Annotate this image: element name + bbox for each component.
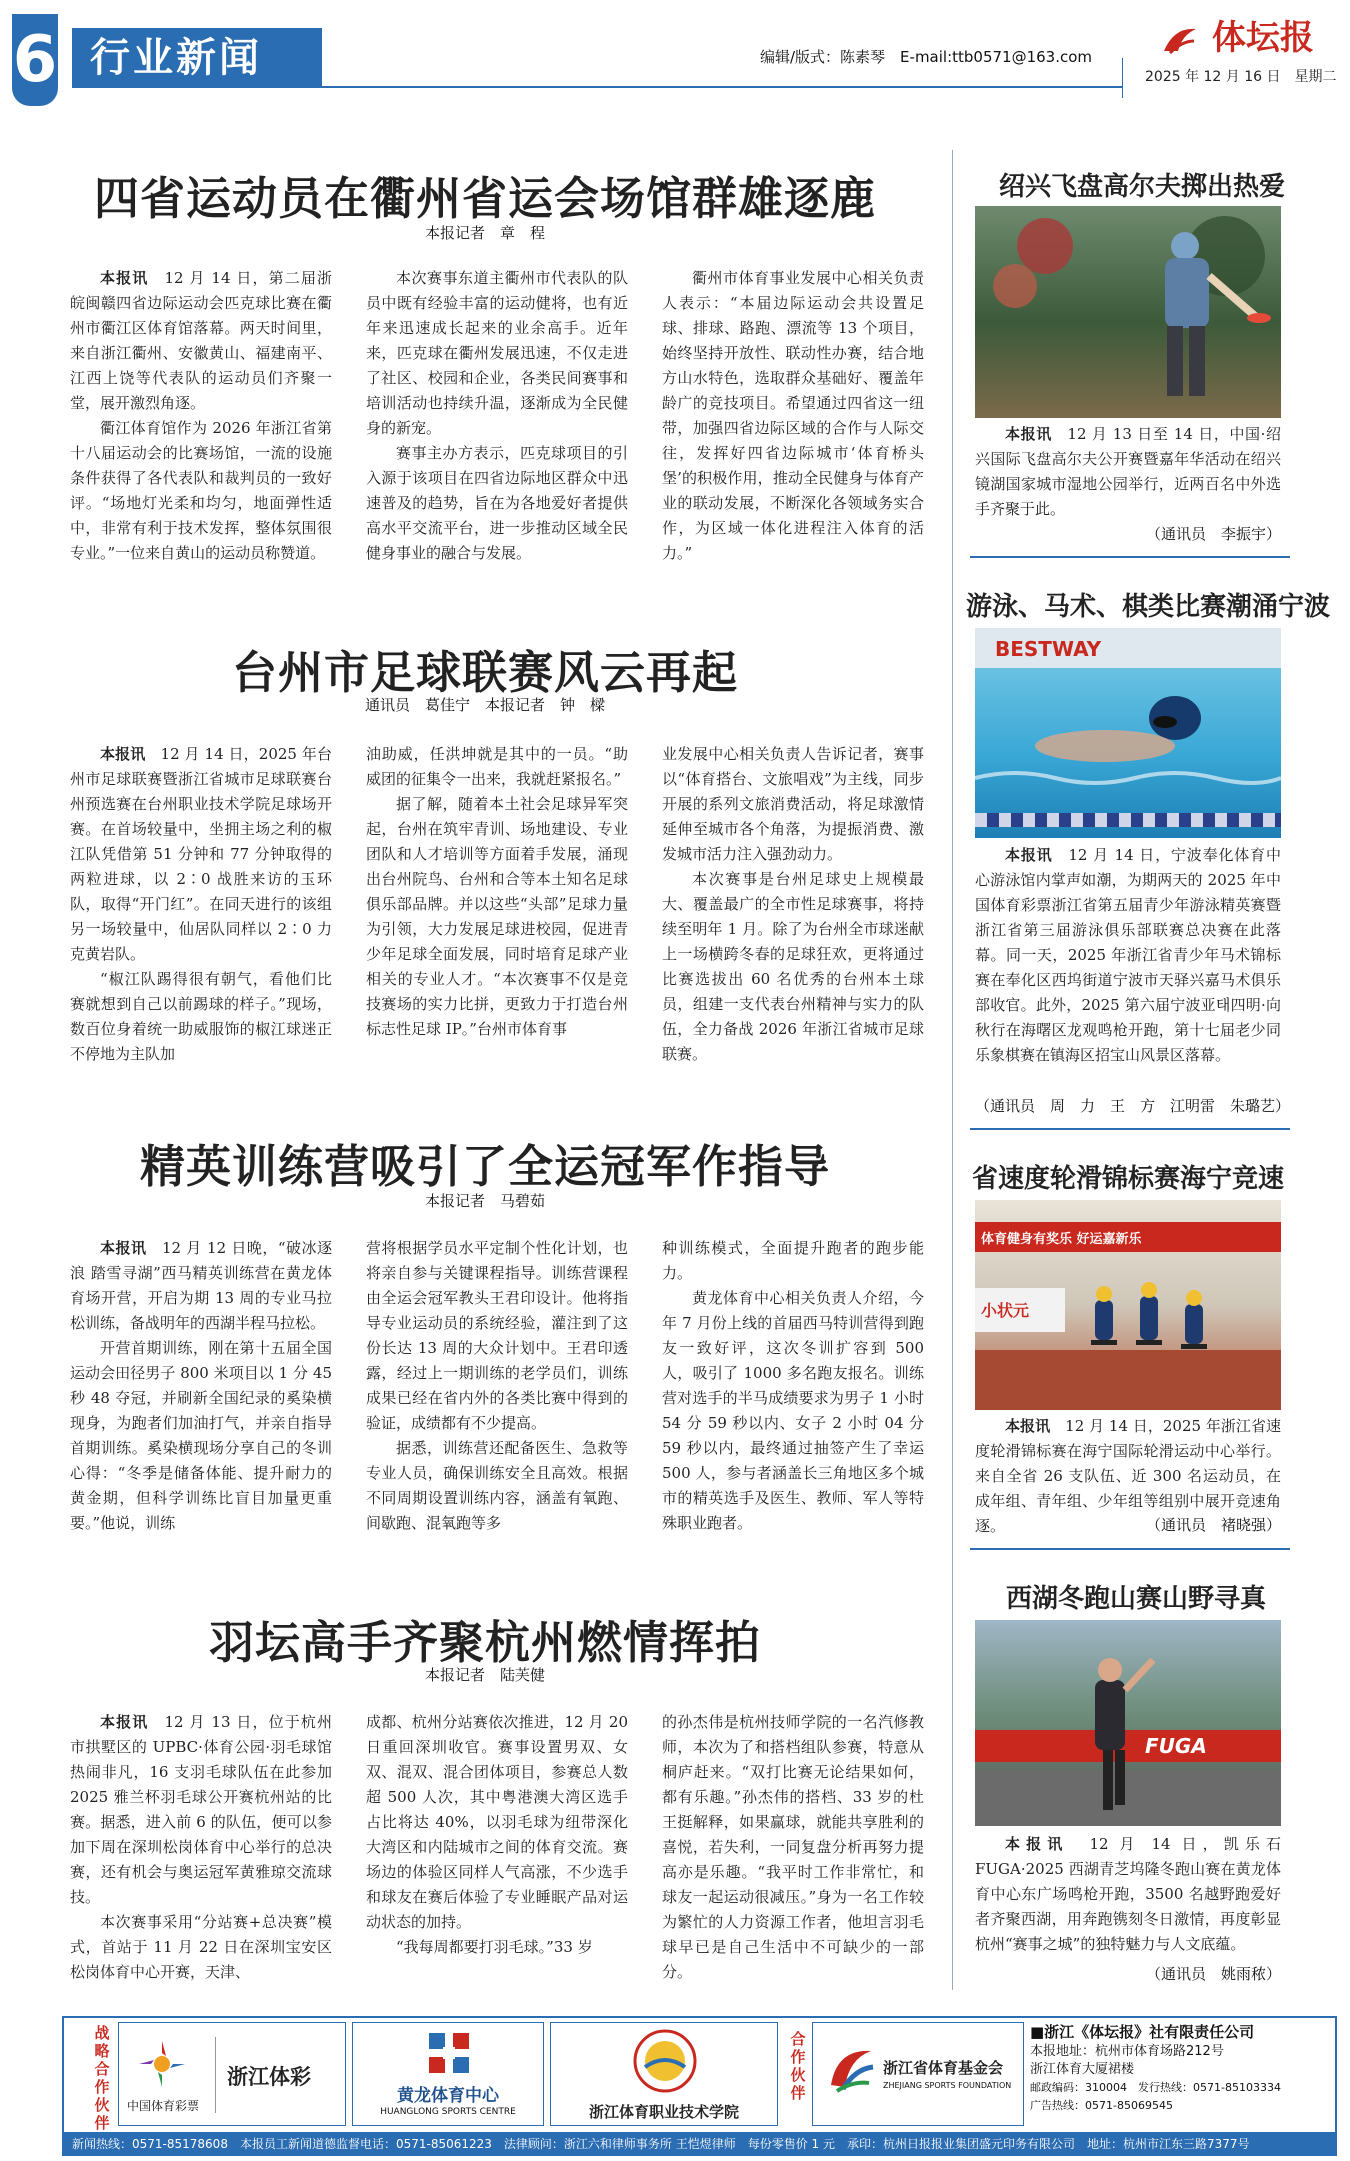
- side3-title: 省速度轮滑锦标赛海宁竞速: [971, 1164, 1284, 1194]
- article1-byline: 本报记者 章 程: [424, 224, 545, 242]
- paragraph: 据悉，训练营还配备医生、急救等专业人员，确保训练安全且高效。根据不同周期设置训练内容，涵盖有氧跑、间歇跑、混氧跑等多: [366, 1439, 628, 1532]
- paragraph: 12 月 14 日，第二届浙皖闽赣四省边际运动会匹克球比赛在衢州市衢江区体育馆落幕。两天时间里，来自浙江衢州、安徽黄山、福建南平、江西上饶等代表队的运动员们齐聚一堂，展开激烈角逐。: [70, 269, 332, 412]
- header-divider: [1122, 58, 1123, 98]
- dateline: 本报讯: [100, 1713, 149, 1731]
- page-number: 6: [12, 14, 58, 106]
- article2-col3: [662, 742, 924, 1063]
- paragraph: “椒江队踢得很有朝气，看他们比赛就想到自己以前踢球的样子。”现场，数百位身着统一助威服饰的椒江球迷正不停地为主队加: [70, 970, 332, 1063]
- partner-huanglong[interactable]: [352, 2022, 544, 2126]
- side-separator: [970, 1128, 1290, 1130]
- side1-photo: [975, 206, 1281, 418]
- divider: [215, 2037, 216, 2113]
- side4-title: 西湖冬跑山赛山野寻真: [1005, 1584, 1266, 1614]
- sidebar-divider: [952, 150, 953, 1990]
- paragraph: 12 月 13 日，位于杭州市拱墅区的 UPBC·体育公园·羽毛球馆热闹非凡，16 支羽毛球队伍在此参加 2025 雅兰杯羽毛球公开赛杭州站的比赛。据悉，进入前 6 的队伍，便可以参加下周在深圳松岗体育中心举行的总决赛，还有机会与奥运冠军黄雅琼交流球技。: [70, 1713, 332, 1906]
- side-separator: [970, 556, 1290, 558]
- header-rule: [322, 86, 1122, 88]
- article1-title: 四省运动员在衢州省运会场馆群雄逐鹿: [93, 172, 876, 225]
- side1-title: 绍兴飞盘高尔夫掷出热爱: [998, 172, 1285, 202]
- paragraph: 本次赛事东道主衢州市代表队的队员中既有经验丰富的运动健将，也有近年来迅速成长起来的业余高手。近年来，匹克球在衢州发展迅速，不仅走进了社区、校园和企业，各类民间赛事和培训活动也持续升温，逐渐成为全民健身的新宠。: [366, 269, 628, 437]
- paragraph: 12 月 14 日，2025 年浙江省速度轮滑锦标赛在海宁国际轮滑运动中心举行。来自全省 26 支队伍、近 300 名运动员，在成年组、青年组、少年组等组别中展开竞速角逐。: [975, 1417, 1281, 1535]
- logo-mark-icon: [1160, 23, 1200, 57]
- dateline: 本报讯: [1005, 1417, 1051, 1435]
- article3-title: 精英训练营吸引了全运冠军作指导: [139, 1140, 830, 1193]
- paragraph: 种训练模式，全面提升跑者的跑步能力。: [662, 1239, 924, 1282]
- article1-col1: [70, 266, 332, 596]
- partner-name: 浙江体彩: [227, 2065, 311, 2089]
- newspaper-logo: [1160, 10, 1340, 56]
- side4-body: [975, 1832, 1281, 1982]
- address-2: 浙江体育大厦裙楼: [1030, 2062, 1135, 2077]
- paragraph: 赛事主办方表示，匹克球项目的引入源于该项目在四省边际地区群众中迅速普及的趋势，旨在为各地爱好者提供高水平交流平台，进一步推动区域全民健身事业的融合与发展。: [366, 444, 628, 562]
- side-separator: [970, 1548, 1290, 1550]
- paragraph: 12 月 13 日至 14 日，中国·绍兴国际飞盘高尔夫公开赛暨嘉年华活动在绍兴镜湖国家城市湿地公园举行，近两百名中外选手齐聚于此。: [975, 425, 1281, 518]
- huanglong-logo-icon: [425, 2029, 473, 2077]
- mascot-text: 小状元: [981, 1301, 1030, 1320]
- address: 本报地址：杭州市体育场路212号: [1030, 2044, 1224, 2059]
- paragraph: 油助威，任洪坤就是其中的一员。“助威团的征集令一出来，我就赶紧报名。”: [366, 745, 628, 788]
- dateline: 本报讯: [1005, 1835, 1069, 1853]
- company-name: ■浙江《体坛报》社有限责任公司: [1030, 2023, 1255, 2041]
- side1-body: [975, 422, 1281, 522]
- side4-credit: （通讯员 姚雨秾）: [1145, 1965, 1281, 1983]
- article3-col3: [662, 1236, 924, 1558]
- partner-lottery[interactable]: [118, 2022, 346, 2126]
- partner-sub: 中国体育彩票: [127, 2099, 200, 2113]
- dateline: 本报讯: [100, 1239, 147, 1257]
- paragraph: 营将根据学员水平定制个性化计划，也将亲自参与关键课程指导。训练营课程由全运会冠军教头王君印设计。他将指导专业运动员的系统经验，灌注到了这份长达 13 周的大众计划中。王君印透露，经过上一期训练的老学员们，训练成果已经在省内外的各类比赛中得到的验证，成绩都有不少提高。: [366, 1239, 628, 1432]
- fuga-text: FUGA: [1145, 1734, 1207, 1758]
- foundation-logo-icon: [823, 2041, 879, 2097]
- footer-info-bar: 新闻热线：0571-85178608 本报员工新闻道德监督电话：0571-85061223 法律顾问：浙江六和律师事务所 王恺煜律师 每份零售价 1 元 承印：杭州日报报业集团盛元印务有限公司 地址：杭州市江东三路7377号: [62, 2132, 1337, 2156]
- dateline: 本报讯: [100, 269, 149, 287]
- dateline: 本报讯: [1005, 846, 1053, 864]
- editor-info: 编辑/版式：陈素琴 E-mail:ttb0571@163.com: [760, 48, 1093, 66]
- partner-name: 浙江省体育基金会: [883, 2059, 1004, 2077]
- paragraph: 的孙杰伟是杭州技师学院的一名汽修教师，本次为了和搭档组队参赛，特意从桐庐赶来。“双打比赛无论结果如何，都有乐趣。”孙杰伟的搭档、33 岁的杜王挺解释，如果赢球，就能共享胜利的喜悦，若失利，一同复盘分析再努力提高亦是乐趣。“我平时工作非常忙，和球友一起运动很减压。”身为一名工作较为繁忙的人力资源工作者，他坦言羽毛球早已是自己生活中不可缺少的一部分。: [662, 1713, 924, 1981]
- partner-sub: HUANGLONG SPORTS CENTRE: [380, 2107, 516, 2117]
- side2-body: [975, 843, 1281, 1093]
- article4-byline: 本报记者 陆芙健: [424, 1666, 545, 1684]
- paragraph: 12 月 14 日，2025 年台州市足球联赛暨浙江省城市足球联赛台州预选赛在台州职业技术学院足球场开赛。在首场较量中，坐拥主场之利的椒江队凭借第 51 分钟和 77 分钟取得的两粒进球，以 2∶0 战胜来访的玉环队，取得“开门红”。在同天进行的该组另一场较量中，仙居队同样以 2∶0 力克黄岩队。: [70, 745, 332, 963]
- article4-title: 羽坛高手齐聚杭州燃情挥拍: [208, 1616, 761, 1669]
- paragraph: 12 月 14 日，宁波奉化体育中心游泳馆内掌声如潮，为期两天的 2025 年中国体育彩票浙江省第五届青少年游泳精英赛暨浙江省第三届游泳俱乐部联赛总决赛在此落幕。同一天，2025 年浙江省青少年马术锦标赛在奉化区西坞街道宁波市天驿兴嘉马术俱乐部收官。此外，2025 第六届宁波亚태四明·向秋行在海曙区龙观鸣枪开跑，第十七届老少同乐象棋赛在镇海区招宝山风景区落幕。: [975, 846, 1281, 1064]
- paragraph: 成都、杭州分站赛依次推进，12 月 20 日重回深圳收官。赛事设置男双、女双、混双、混合团体项目，参赛总人数超 500 人次，其中粤港澳大湾区选手占比将达 40%，以羽毛球为纽带深化大湾区和内陆城市之间的体育交流。赛场边的体验区同样人气高涨，不少选手和球友在赛后体验了专业睡眠产品对运动状态的加持。: [366, 1713, 628, 1931]
- article4-col1: [70, 1710, 332, 1982]
- partner-name: 黄龙体育中心: [397, 2086, 499, 2106]
- paragraph: 衢州市体育事业发展中心相关负责人表示：“本届边际运动会共设置足球、排球、路跑、漂流等 13 个项目，始终坚持开放性、联动性办赛，结合地方山水特色，选取群众基础好、覆盖年龄广的竞技项目。希望通过四省这一纽带，加强四省边际区域的合作与人际交往，发挥好四省边际城市‘体育桥头堡’的积极作用，推动全民健身与体育产业的联动发展，不断深化各领域务实合作，为区域一体化进程注入体育的活力。”: [662, 269, 924, 562]
- paragraph: 开营首期训练，刚在第十五届全国运动会田径男子 800 米项目以 1 分 45 秒 48 夺冠，并刷新全国纪录的奚染横现身，为跑者们加油打气，并亲自指导首期训练。奚染横现场分享自己的冬训心得：“冬季是储备体能、提升耐力的黄金期，但科学训练比盲目加量更重要。”他说，训练: [70, 1339, 332, 1532]
- dateline: 本报讯: [1005, 425, 1052, 443]
- ad-hotline: 广告热线：0571-85069545: [1030, 2099, 1173, 2112]
- article2-col1: [70, 742, 332, 1063]
- article4-col3: [662, 1710, 924, 1982]
- issue-date: 2025 年 12 月 16 日 星期二: [1145, 69, 1337, 85]
- pool-banner-text: BESTWAY: [995, 637, 1102, 661]
- college-emblem-icon: [631, 2027, 699, 2095]
- side4-photo: [975, 1620, 1281, 1826]
- side2-title: 游泳、马术、棋类比赛潮涌宁波: [966, 592, 1331, 622]
- dateline: 本报讯: [100, 745, 146, 763]
- article3-col1: [70, 1236, 332, 1558]
- paragraph: 衢江体育馆作为 2026 年浙江省第十八届运动会的比赛场馆，一流的设施条件获得了各代表队和裁判员的一致好评。“场地灯光柔和均匀，地面弹性适中，非常有利于技术发挥，整体氛围很专业。”一位来自黄山的运动员称赞道。: [70, 419, 332, 562]
- side1-credit: （通讯员 李振宇）: [1145, 525, 1281, 543]
- paragraph: 12 月 14 日，凯乐石 FUGA·2025 西湖青芝坞隆冬跑山赛在黄龙体育中心东广场鸣枪开跑，3500 名越野跑爱好者齐聚西湖，用奔跑镌刻冬日激情，再度彰显杭州“赛事之城”的独特魅力与人文底蕴。: [975, 1835, 1281, 1953]
- postcode-distribution: 邮政编码：310004 发行热线：0571-85103334: [1030, 2081, 1281, 2094]
- side3-photo: [975, 1200, 1281, 1410]
- side2-credit: （通讯员 周 力 王 方 江明雷 朱璐艺）: [975, 1097, 1291, 1115]
- partner-vocational-college[interactable]: [550, 2022, 778, 2126]
- article2-col2: [366, 742, 628, 1057]
- swimmer-image: [975, 628, 1281, 838]
- lottery-logo-icon: [135, 2037, 189, 2091]
- paragraph: “我每周都要打羽毛球。”33 岁: [396, 1938, 593, 1956]
- article1-col3: [662, 266, 924, 596]
- paragraph: 黄龙体育中心相关负责人介绍，今年 7 月份上线的首届西马特训营得到跑友一致好评，这次冬训扩容到 500 人，吸引了 1000 多名跑友报名。训练营对选手的半马成绩要求为男子 1 小时 54 分 59 秒以内、女子 2 小时 04 分 59 秒以内，最终通过抽签产生了幸运 500 人，参与者涵盖长三角地区多个城市的精英选手及医生、教师、军人等特殊职业跑者。: [662, 1289, 924, 1532]
- trail-run-image: [975, 1620, 1281, 1826]
- article3-byline: 本报记者 马碧茹: [424, 1192, 545, 1210]
- partner-sub: ZHEJIANG SPORTS FOUNDATION: [883, 2081, 1012, 2090]
- newspaper-name: 体坛报: [1211, 18, 1314, 58]
- partner-sports-foundation[interactable]: [812, 2022, 1024, 2126]
- article3-col2: [366, 1236, 628, 1558]
- publisher-info: [1030, 2022, 1330, 2126]
- frisbee-player-image: [975, 206, 1281, 418]
- side3-credit: （通讯员 褚晓强）: [1145, 1516, 1281, 1534]
- paragraph: 业发展中心相关负责人告诉记者，赛事以“体育搭台、文旅唱戏”为主线，同步开展的系列文旅消费活动，将足球激情延伸至城市各个角落，为提振消费、激发城市活力注入强劲动力。: [662, 745, 924, 863]
- article2-title: 台州市足球联赛风云再起: [231, 646, 738, 699]
- article1-col2: [366, 266, 628, 596]
- section-title: 行业新闻: [72, 28, 322, 88]
- paragraph: 据了解，随着本土社会足球异军突起，台州在筑牢青训、场地建设、专业团队和人才培训等方面着手发展，涌现出台州院鸟、台州和合等本土知名足球俱乐部品牌。并以这些“头部”足球力量为引领，大力发展足球进校园，促进青少年足球全面发展，同时培育足球产业相关的专业人才。“本次赛事不仅是竞技赛场的实力比拼，更致力于打造台州标志性足球 IP。”台州市体育事: [366, 795, 628, 1038]
- paragraph: 本次赛事是台州足球史上规模最大、覆盖最广的全市性足球赛事，将持续至明年 1 月。除了为台州全市球迷献上一场横跨冬春的足球狂欢，更将通过比赛选拔出 60 名优秀的台州本土球员，组建一支代表台州精神与实力的队伍，全力备战 2026 年浙江省城市足球联赛。: [662, 870, 924, 1063]
- article4-col2: [366, 1710, 628, 1982]
- article2-byline: 通讯员 葛佳宁 本报记者 钟 樑: [364, 696, 605, 714]
- side2-photo: [975, 628, 1281, 838]
- partner-name: 浙江体育职业技术学院: [588, 2103, 739, 2121]
- paragraph: 本次赛事采用“分站赛+总决赛”模式，首站于 11 月 22 日在深圳宝安区松岗体育中心开赛，天津、: [70, 1913, 332, 1981]
- roller-skating-image: [975, 1200, 1281, 1410]
- partner-label: 合作伙伴: [790, 2030, 806, 2102]
- paragraph: 12 月 12 日晚，“破冰逐浪 踏雪寻湖”西马精英训练营在黄龙体育场开营，开启为期 13 周的专业马拉松训练，备战明年的西湖半程马拉松。: [70, 1239, 332, 1332]
- banner-text: 体育健身有奖乐 好运嘉新乐: [981, 1232, 1142, 1247]
- strategic-partner-label: 战略合作伙伴: [94, 2024, 110, 2132]
